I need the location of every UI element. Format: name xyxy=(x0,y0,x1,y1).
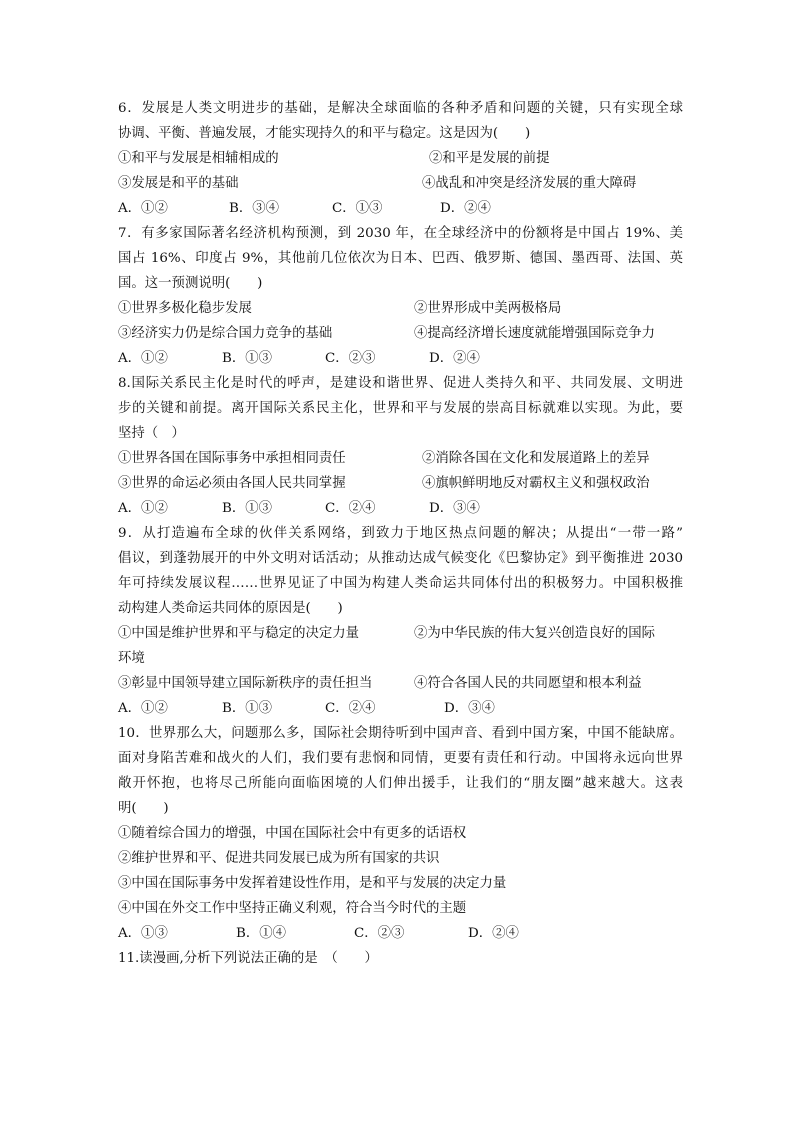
question-stem-line: 6．发展是人类文明进步的基础，是解决全球面临的各种矛盾和问题的关键，只有实现全球 xyxy=(118,101,683,116)
question-stem-line: 10．世界那么大，问题那么多，国际社会期待听到中国声音、看到中国方案，中国不能缺席。 xyxy=(118,726,683,741)
question-stem-line: 明( ) xyxy=(118,801,169,816)
option-a: A．①② xyxy=(118,501,168,516)
statement: ①和平与发展是相辅相成的 xyxy=(118,151,279,166)
statement: ②为中华民族的伟大复兴创造良好的国际 xyxy=(414,626,656,641)
statement-row xyxy=(118,471,683,496)
option-c: C．②④ xyxy=(325,501,376,516)
option-d: D．③④ xyxy=(429,501,480,516)
option-b: B．①③ xyxy=(222,351,273,366)
exam-page xyxy=(118,96,683,971)
statement: ②消除各国在文化和发展道路上的差异 xyxy=(422,451,650,466)
question-9 xyxy=(118,521,683,721)
statement: ②维护世界和平、促进共同发展已成为所有国家的共识 xyxy=(118,851,440,866)
statement: ①世界多极化稳步发展 xyxy=(118,301,252,316)
question-10 xyxy=(118,721,683,946)
question-stem-line: 面对身陷苦难和战火的人们，我们要有悲悯和同情，更要有责任和行动。中国将永远向世界 xyxy=(118,751,683,766)
options-row xyxy=(118,346,683,371)
option-b: B．①④ xyxy=(236,926,287,941)
question-stem-line: 年可持续发展议程……世界见证了中国为构建人类命运共同体付出的积极努力。中国积极推 xyxy=(118,576,683,591)
option-d: D．③④ xyxy=(444,701,495,716)
question-stem-line: 11.读漫画,分析下列说法正确的是 （ ） xyxy=(118,951,378,966)
statement-row xyxy=(118,146,683,171)
question-7 xyxy=(118,221,683,371)
statement-row xyxy=(118,646,683,671)
statement: ①世界各国在国际事务中承担相同责任 xyxy=(118,451,346,466)
statement: ③世界的命运必须由各国人民共同掌握 xyxy=(118,476,346,491)
question-stem-line: 国。这一预测说明( ) xyxy=(118,276,263,291)
statement: ④战乱和冲突是经济发展的重大障碍 xyxy=(422,176,637,191)
statement-row xyxy=(118,446,683,471)
statement: ④旗帜鲜明地反对霸权主义和强权政治 xyxy=(422,476,650,491)
statement: ③中国在国际事务中发挥着建设性作用，是和平与发展的决定力量 xyxy=(118,876,507,891)
question-11 xyxy=(118,946,683,971)
statement: ④提高经济增长速度就能增强国际竞争力 xyxy=(414,326,656,341)
question-stem-line: 步的关键和前提。离开国际关系民主化，世界和平与发展的崇高目标就难以实现。为此，要 xyxy=(118,401,683,416)
options-row xyxy=(118,496,683,521)
question-8 xyxy=(118,371,683,521)
statement-row xyxy=(118,671,683,696)
option-c: C．②④ xyxy=(325,701,376,716)
option-a: A．①② xyxy=(118,351,168,366)
option-c: C．②③ xyxy=(354,926,405,941)
options-row xyxy=(118,921,683,946)
options-row xyxy=(118,196,683,221)
option-b: B．①③ xyxy=(222,701,273,716)
question-stem-line: 8.国际关系民主化是时代的呼声，是建设和谐世界、促进人类持久和平、共同发展、文明进 xyxy=(118,376,683,391)
question-stem-line: 动构建人类命运共同体的原因是( ) xyxy=(118,601,343,616)
option-c: C．①③ xyxy=(332,201,383,216)
statement: ②世界形成中美两极格局 xyxy=(414,301,562,316)
question-stem-line: 协调、平衡、普遍发展，才能实现持久的和平与稳定。这是因为( ) xyxy=(118,126,531,141)
option-c: C．②③ xyxy=(325,351,376,366)
question-stem-line: 9．从打造遍布全球的伙伴关系网络，到致力于地区热点问题的解决；从提出“一带一路” xyxy=(118,526,683,541)
statement: ①随着综合国力的增强，中国在国际社会中有更多的话语权 xyxy=(118,826,467,841)
statement-row xyxy=(118,296,683,321)
statement: ③发展是和平的基础 xyxy=(118,176,239,191)
options-row xyxy=(118,696,683,721)
option-a: A．①③ xyxy=(118,926,168,941)
option-a: A．①② xyxy=(118,701,168,716)
statement: 环境 xyxy=(118,651,145,666)
statement: ④中国在外交工作中坚持正确义利观，符合当今时代的主题 xyxy=(118,901,467,916)
question-stem-line: 7．有多家国际著名经济机构预测，到 2030 年，在全球经济中的份额将是中国占 19%、美 xyxy=(118,226,683,241)
option-d: D．②④ xyxy=(429,351,480,366)
statement: ③彰显中国领导建立国际新秩序的责任担当 xyxy=(118,676,373,691)
question-6 xyxy=(118,96,683,221)
statement-row xyxy=(118,621,683,646)
statement-row xyxy=(118,171,683,196)
statement: ③经济实力仍是综合国力竞争的基础 xyxy=(118,326,333,341)
statement-row xyxy=(118,321,683,346)
question-stem-line: 坚持（ ） xyxy=(118,426,185,441)
option-b: B．①③ xyxy=(222,501,273,516)
statement: ①中国是维护世界和平与稳定的决定力量 xyxy=(118,626,360,641)
option-b: B．③④ xyxy=(229,201,280,216)
question-stem-line: 国占 16%、印度占 9%，其他前几位依次为日本、巴西、俄罗斯、德国、墨西哥、法国、英 xyxy=(118,251,683,266)
question-stem-line: 敞开怀抱，也将尽己所能向面临困境的人们伸出援手，让我们的“朋友圈”越来越大。这表 xyxy=(118,776,683,791)
statement: ④符合各国人民的共同愿望和根本利益 xyxy=(414,676,642,691)
option-d: D．②④ xyxy=(468,926,519,941)
statement: ②和平是发展的前提 xyxy=(429,151,550,166)
option-a: A．①② xyxy=(118,201,168,216)
question-stem-line: 倡议，到蓬勃展开的中外文明对话活动；从推动达成气候变化《巴黎协定》到平衡推进 2030 xyxy=(118,551,683,566)
option-d: D．②④ xyxy=(440,201,491,216)
